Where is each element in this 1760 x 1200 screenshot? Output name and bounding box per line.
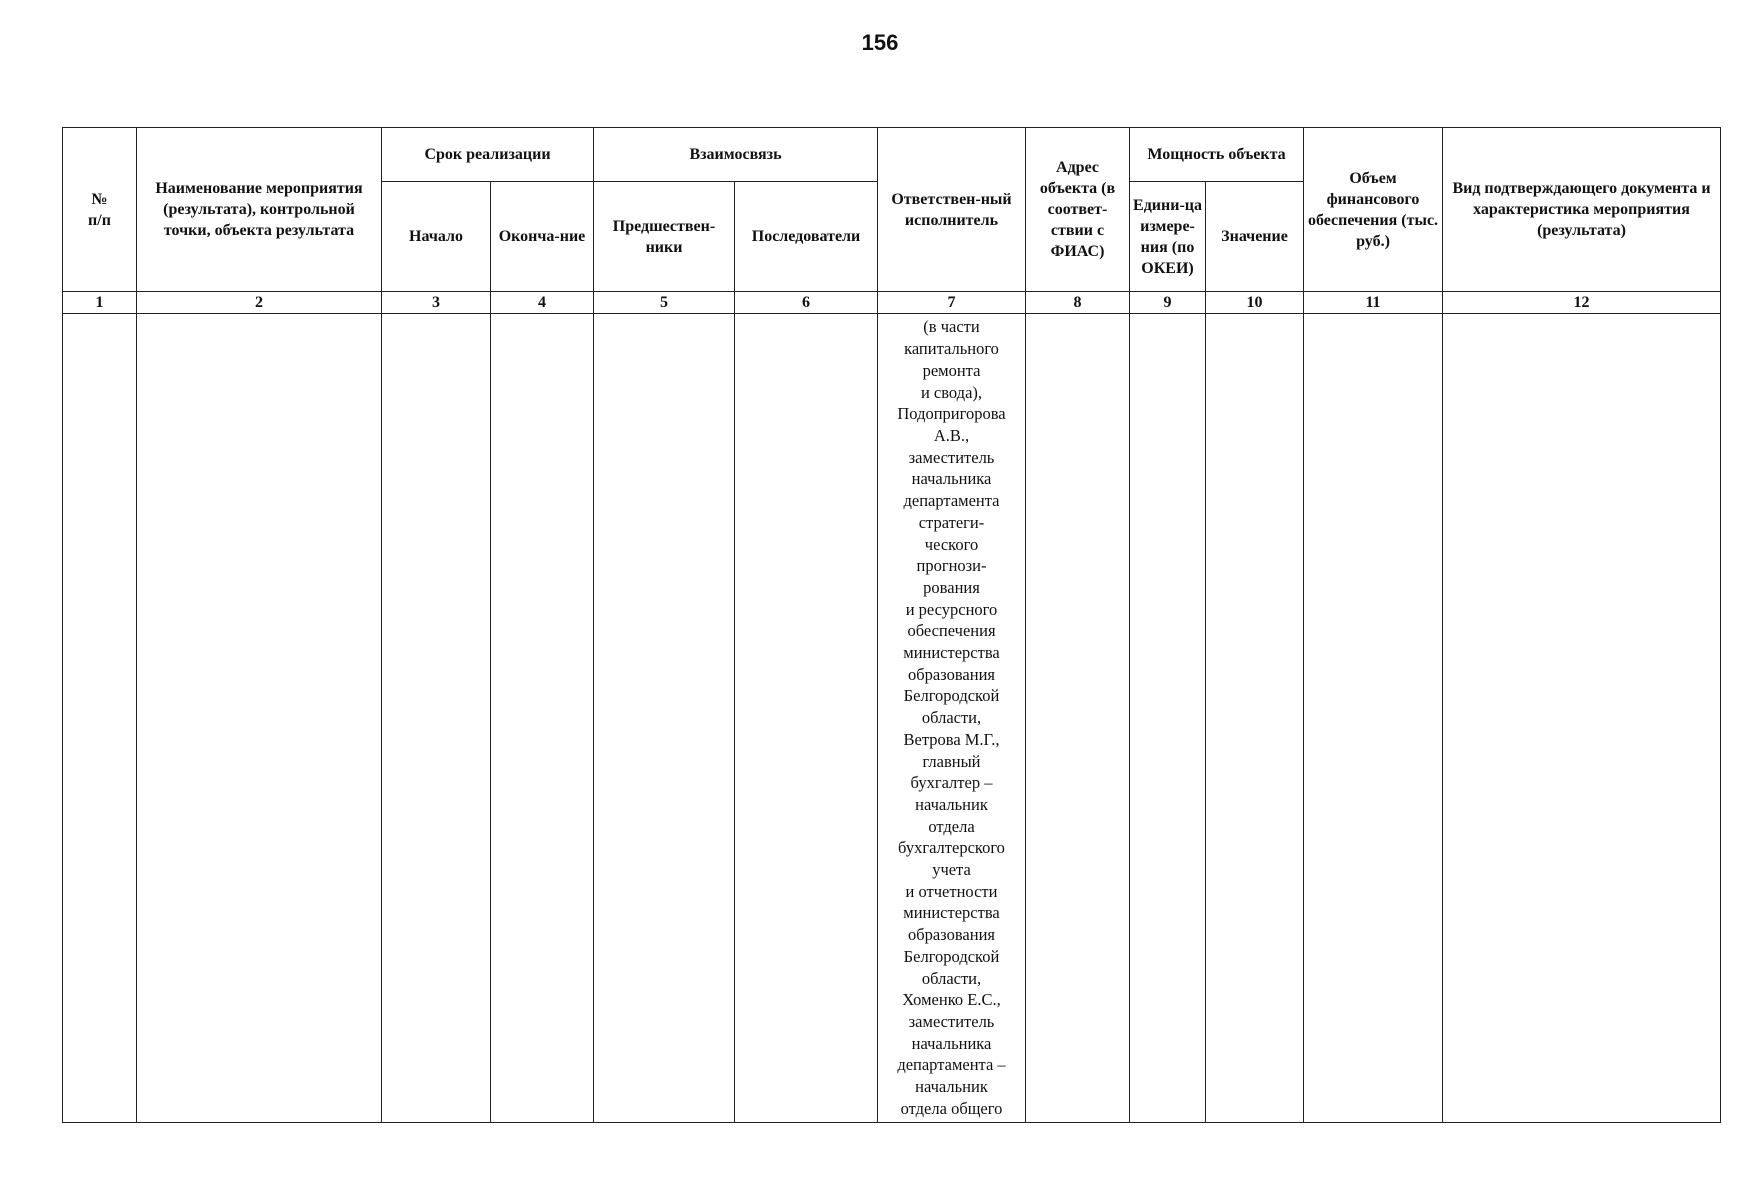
column-number: 12 bbox=[1443, 292, 1721, 314]
column-number: 7 bbox=[878, 292, 1026, 314]
cell-predecessors bbox=[594, 314, 735, 1123]
column-number: 10 bbox=[1206, 292, 1304, 314]
header-executor: Ответствен-ный исполнитель bbox=[878, 128, 1026, 292]
column-number: 1 bbox=[63, 292, 137, 314]
table-row bbox=[63, 314, 1721, 1123]
column-number: 4 bbox=[491, 292, 594, 314]
column-number: 3 bbox=[382, 292, 491, 314]
header-capacity-group: Мощность объекта bbox=[1130, 128, 1304, 182]
cell-number bbox=[63, 314, 137, 1123]
column-number: 9 bbox=[1130, 292, 1206, 314]
cell-event-name bbox=[137, 314, 382, 1123]
column-number: 11 bbox=[1304, 292, 1443, 314]
header-event-name: Наименование мероприятия (результата), контрольной точки, объекта результата bbox=[137, 128, 382, 292]
column-number: 5 bbox=[594, 292, 735, 314]
event-plan-table bbox=[62, 127, 1721, 1123]
executor-text: (в части капитального ремонта и свода), Подопригорова А.В., заместитель начальника департамента стратеги- ческого прогнози- рования и ресурсного обеспечения министерства образования Белгородской области, Ветрова М.Г., главный бухгалтер – начальник отдела бухгалтерского учета и отчетности министерства образования Белгородской области, Хоменко Е.С., заместитель начальника департамента – начальник отдела общего bbox=[897, 317, 1006, 1118]
header-number: № п/п bbox=[63, 128, 137, 292]
page-number: 156 bbox=[861, 30, 899, 55]
header-document: Вид подтверждающего документа и характеристика мероприятия (результата) bbox=[1443, 128, 1721, 292]
header-end: Оконча-ние bbox=[491, 182, 594, 292]
cell-start bbox=[382, 314, 491, 1123]
header-row-top bbox=[63, 128, 1721, 182]
cell-executor bbox=[878, 314, 1026, 1123]
cell-financing bbox=[1304, 314, 1443, 1123]
cell-document bbox=[1443, 314, 1721, 1123]
cell-successors bbox=[735, 314, 878, 1123]
column-number-row bbox=[63, 292, 1721, 314]
column-number: 8 bbox=[1026, 292, 1130, 314]
column-number: 2 bbox=[137, 292, 382, 314]
header-unit: Едини-ца измере-ния (по ОКЕИ) bbox=[1130, 182, 1206, 292]
cell-value bbox=[1206, 314, 1304, 1123]
header-address: Адрес объекта (в соответ-ствии с ФИАС) bbox=[1026, 128, 1130, 292]
cell-unit bbox=[1130, 314, 1206, 1123]
header-financing: Объем финансового обеспечения (тыс. руб.) bbox=[1304, 128, 1443, 292]
cell-end bbox=[491, 314, 594, 1123]
cell-address bbox=[1026, 314, 1130, 1123]
header-term-group: Срок реализации bbox=[382, 128, 594, 182]
header-value: Значение bbox=[1206, 182, 1304, 292]
header-successors: Последователи bbox=[735, 182, 878, 292]
header-start: Начало bbox=[382, 182, 491, 292]
header-relation-group: Взаимосвязь bbox=[594, 128, 878, 182]
column-number: 6 bbox=[735, 292, 878, 314]
header-predecessors: Предшествен-ники bbox=[594, 182, 735, 292]
